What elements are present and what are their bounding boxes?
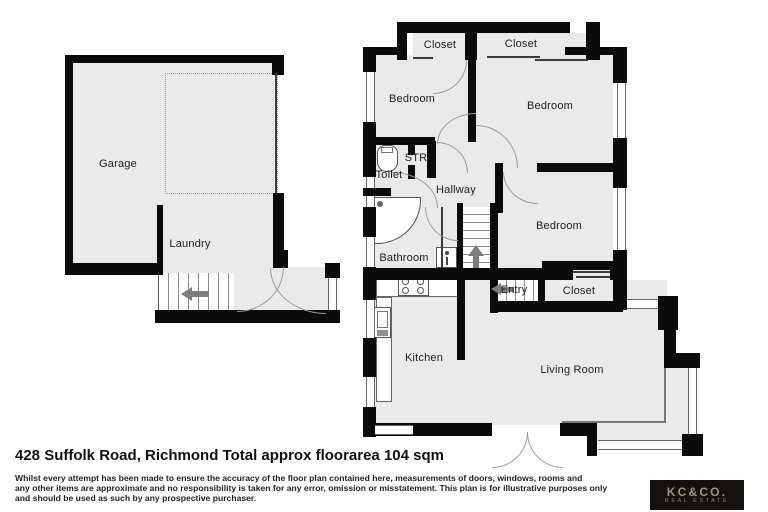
french-door-arc [492,432,528,468]
wall-segment [457,280,465,360]
stove-burner-icon [417,287,424,294]
french-door-arc [527,432,563,468]
window [366,237,375,267]
room-label-closet: Closet [423,39,457,51]
sliding-door-line [535,59,588,61]
wall-segment [427,141,436,178]
wall-segment [363,188,391,196]
wall-segment [371,137,435,145]
wall-segment [397,22,570,33]
agency-logo-name: KC&CO. [666,484,728,499]
bay-edge-line [664,368,666,423]
room-label-garage: Garage [99,158,137,170]
wall-segment [363,122,376,177]
wall-segment [157,205,163,267]
toilet-cistern [381,147,393,153]
wall-segment [490,301,623,312]
room-label-entry: Entry [500,284,528,296]
room-label-toilet: Toilet [375,169,403,181]
room-label-bathroom: Bathroom [379,252,429,264]
sliding-door-line [487,56,540,58]
wall-segment [682,434,703,456]
room-label-bedroom: Bedroom [535,220,583,232]
wall-segment [664,353,700,368]
wall-segment [273,250,288,268]
agency-logo-tagline: REAL ESTATE [664,497,730,504]
wall-segment [65,55,284,63]
wall-segment [658,296,678,330]
window [627,299,658,309]
disclaimer-line: Whilst every attempt has been made to ensure the accuracy of the floor plan contained here, measurements of doors, windows, rooms and [15,473,583,483]
disclaimer-line: any other items are approximate and no responsibility is taken for any error, omission or misstatement. This plan is for illustrative purposes only [15,483,608,493]
closet-door-line [413,57,433,59]
room-label-closet: Closet [562,285,596,297]
plan-title: 428 Suffolk Road, Richmond Total approx floorarea 104 sqm [15,447,444,464]
wall-segment [65,55,73,275]
sliding-door-line [573,271,610,273]
window [617,188,626,250]
agency-logo [650,480,744,510]
room-label-kitchen: Kitchen [404,352,444,364]
garage-overhead-dashed-area [165,73,278,194]
stairs-down-arrow-icon [181,287,192,301]
window [375,425,413,435]
wall-segment [560,423,597,436]
wall-segment [363,207,376,237]
sliding-door-line [576,276,610,278]
wall-segment [542,261,613,270]
disclaimer-line: and should be used as such by any prospective purchaser. [15,493,257,503]
shower-head-icon [377,201,383,207]
kitchen-sink-drainer [377,330,388,336]
sink-tap-icon [445,251,449,255]
wall-segment [397,22,407,60]
window [617,83,626,138]
wall-segment [272,55,284,75]
wall-segment [490,203,498,313]
wall-segment [586,22,600,60]
window [366,72,375,122]
stairs-arrow-stem [192,291,209,297]
wall-segment [537,163,613,172]
room-label-closet: Closet [504,38,538,50]
entry-arrow-icon [491,283,501,295]
stove-burner-icon [402,287,409,294]
room-label-laundry: Laundry [169,238,211,250]
room-label-living-room: Living Room [540,364,604,376]
room-label-bedroom: Bedroom [388,93,436,105]
wall-segment [325,263,340,278]
window [366,377,375,407]
wall-segment [363,338,376,377]
wall-segment [480,423,492,436]
window [328,278,337,310]
bay-window [598,440,686,450]
wall-segment [613,138,627,188]
wall-segment [65,263,163,275]
window [366,300,375,338]
kitchen-sink-basin [377,311,388,328]
garage-door-line [275,73,277,195]
bay-floor [597,368,688,444]
bay-window [688,368,697,438]
room-label-storage: STR [404,152,428,164]
stairs-up-arrow-icon [468,245,484,256]
stairs-arrow-stem [473,256,479,268]
room-label-bedroom: Bedroom [526,100,574,112]
room-label-hallway: Hallway [436,184,476,196]
wall-segment [613,47,627,83]
sink-detail [446,257,448,265]
wall-segment [363,47,376,72]
